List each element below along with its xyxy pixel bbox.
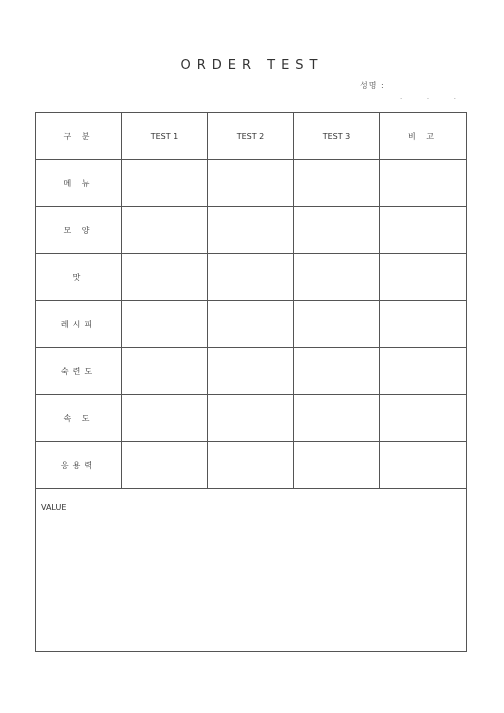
- cell-application-test2[interactable]: [208, 442, 294, 489]
- cell-taste-remarks[interactable]: [380, 254, 467, 301]
- cell-speed-test2[interactable]: [208, 395, 294, 442]
- cell-menu-remarks[interactable]: [380, 160, 467, 207]
- cell-menu-test3[interactable]: [294, 160, 380, 207]
- table-row: [36, 301, 467, 348]
- cell-shape-test2[interactable]: [208, 207, 294, 254]
- header-remarks: 비 고: [380, 113, 467, 160]
- value-section[interactable]: [36, 489, 467, 652]
- cell-application-test1[interactable]: [122, 442, 208, 489]
- cell-application-test3[interactable]: [294, 442, 380, 489]
- cell-recipe-test2[interactable]: [208, 301, 294, 348]
- cell-shape-remarks[interactable]: [380, 207, 467, 254]
- cell-shape-test3[interactable]: [294, 207, 380, 254]
- table-row: [36, 160, 467, 207]
- table-row: [36, 348, 467, 395]
- cell-speed-test1[interactable]: [122, 395, 208, 442]
- row-label-speed: 속 도: [36, 395, 122, 442]
- cell-proficiency-test3[interactable]: [294, 348, 380, 395]
- value-row: [36, 489, 467, 652]
- cell-application-remarks[interactable]: [380, 442, 467, 489]
- table-row: [36, 254, 467, 301]
- header-test1: TEST 1: [122, 113, 208, 160]
- row-label-taste: 맛: [36, 254, 122, 301]
- cell-taste-test2[interactable]: [208, 254, 294, 301]
- cell-proficiency-remarks[interactable]: [380, 348, 467, 395]
- cell-proficiency-test2[interactable]: [208, 348, 294, 395]
- evaluation-table: [35, 112, 467, 652]
- table-row: [36, 207, 467, 254]
- header-category: 구 분: [36, 113, 122, 160]
- row-label-application: 응용력: [36, 442, 122, 489]
- date-line: [386, 93, 466, 101]
- cell-recipe-test3[interactable]: [294, 301, 380, 348]
- cell-proficiency-test1[interactable]: [122, 348, 208, 395]
- cell-taste-test3[interactable]: [294, 254, 380, 301]
- row-label-proficiency: 숙련도: [36, 348, 122, 395]
- cell-recipe-test1[interactable]: [122, 301, 208, 348]
- date-separator-3: .: [453, 93, 456, 101]
- header-test3: TEST 3: [294, 113, 380, 160]
- date-separator-2: .: [426, 93, 430, 101]
- value-label: VALUE: [41, 503, 67, 512]
- cell-menu-test1[interactable]: [122, 160, 208, 207]
- row-label-shape: 모 양: [36, 207, 122, 254]
- row-label-recipe: 레시피: [36, 301, 122, 348]
- cell-speed-remarks[interactable]: [380, 395, 467, 442]
- cell-speed-test3[interactable]: [294, 395, 380, 442]
- cell-menu-test2[interactable]: [208, 160, 294, 207]
- cell-taste-test1[interactable]: [122, 254, 208, 301]
- cell-shape-test1[interactable]: [122, 207, 208, 254]
- name-label: 성명 :: [360, 81, 385, 90]
- cell-recipe-remarks[interactable]: [380, 301, 467, 348]
- page-title: ORDER TEST: [180, 58, 324, 73]
- table-row: [36, 395, 467, 442]
- table-row: [36, 442, 467, 489]
- header-row: [36, 113, 467, 160]
- row-label-menu: 메 뉴: [36, 160, 122, 207]
- date-separator-1: .: [400, 93, 403, 101]
- header-test2: TEST 2: [208, 113, 294, 160]
